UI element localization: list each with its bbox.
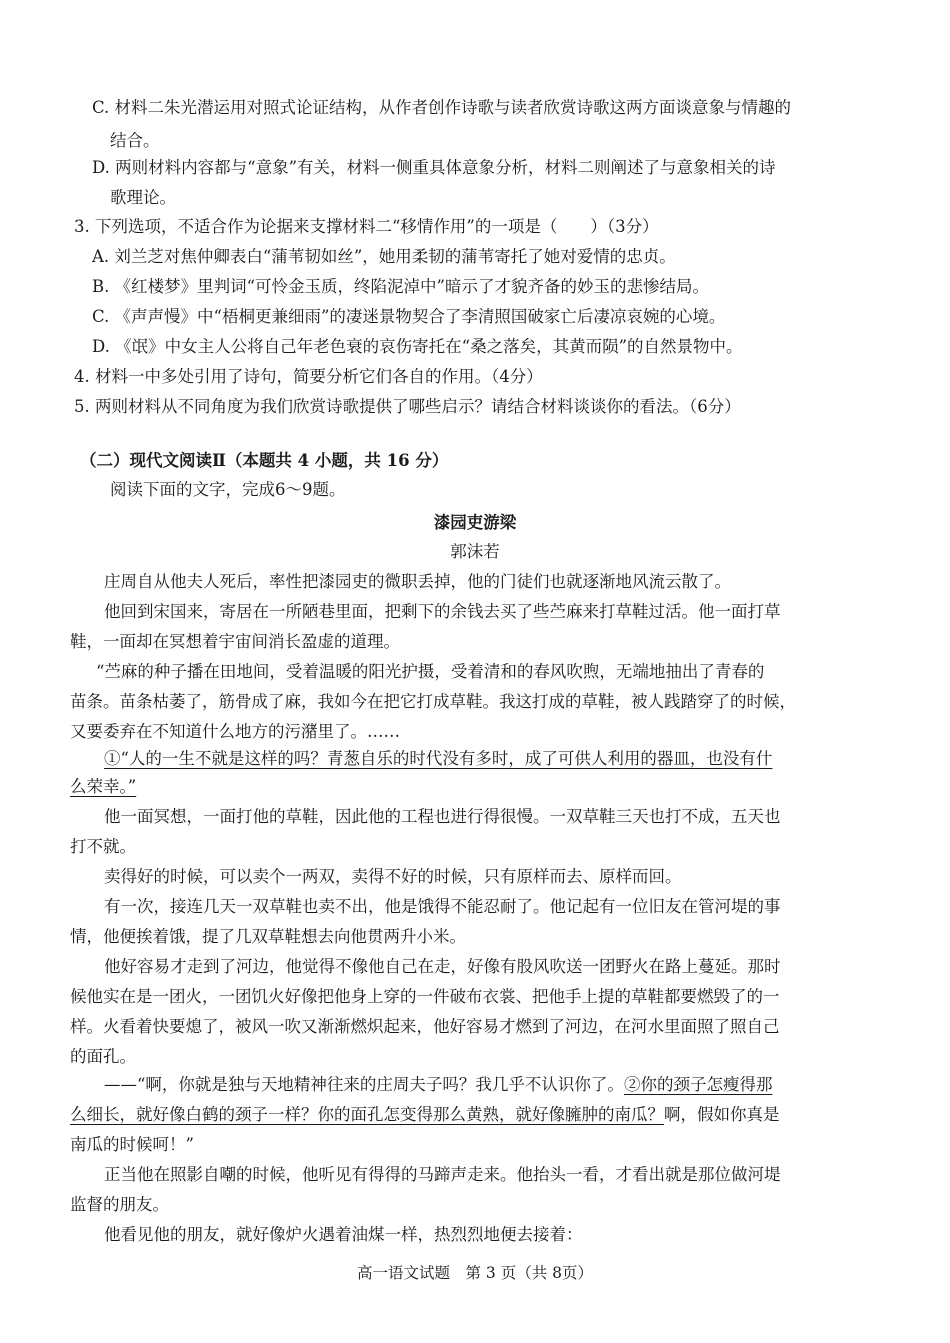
passage-paragraph: 庄周自从他夫人死后，率性把漆园吏的微职丢掉，他的门徒们也就逐渐地风流云散了。	[104, 572, 731, 591]
passage-paragraph-cont: 候他实在是一团火，一团饥火好像把他身上穿的一件破布衣裳、把他手上提的草鞋都要燃毁了的一	[70, 987, 780, 1006]
dialogue-line-cont: 南瓜的时候呵！”	[70, 1135, 194, 1154]
passage-paragraph: 他看见他的朋友，就好像炉火遇着油煤一样，热烈烈地便去接着：	[104, 1225, 583, 1244]
passage-paragraph-cont: 情，他便挨着饿，提了几双草鞋想去向他贯两升小米。	[70, 927, 466, 946]
q3-option-b: B. 《红楼梦》里判词“可怜金玉质，终陷泥淖中”暗示了才貌齐备的妙玉的悲惨结局。	[92, 277, 709, 296]
question-3: 3. 下列选项，不适合作为论据来支撑材料二“移情作用”的一项是（ ）（3分）	[74, 217, 659, 236]
page-footer: 高一语文试题 第 3 页（共 8页）	[356, 1264, 593, 1282]
q3-option-a: A. 刘兰芝对焦仲卿表白“蒲苇韧如丝”，她用柔韧的蒲苇寄托了她对爱情的忠贞。	[92, 247, 676, 266]
passage-paragraph: 他好容易才走到了河边，他觉得不像他自己在走，好像有股风吹送一团野火在路上蔓延。那时	[104, 957, 781, 976]
underlined-sentence-1-cont: 么荣幸。”	[70, 777, 137, 796]
reading-instruction: 阅读下面的文字，完成6～9题。	[110, 480, 346, 499]
passage-paragraph-cont: 样。火看着快要熄了，被风一吹又渐渐燃炽起来，他好容易才燃到了河边，在河水里面照了照自己	[70, 1017, 780, 1036]
passage-paragraph: “苎麻的种子播在田地间，受着温暖的阳光护摄，受着清和的春风吹煦，无端地抽出了青春的	[96, 662, 765, 681]
q3-option-d: D. 《氓》中女主人公将自己年老色衰的哀伤寄托在“桑之落矣，其黄而陨”的自然景物中。	[92, 337, 743, 356]
option-d-text: D. 两则材料内容都与“意象”有关，材料一侧重具体意象分析，材料二则阐述了与意象相关的诗	[92, 158, 776, 177]
passage-paragraph: 他一面冥想，一面打他的草鞋，因此他的工程也进行得很慢。一双草鞋三天也打不成，五天也	[104, 807, 781, 826]
passage-title: 漆园吏游梁	[433, 513, 517, 532]
option-c-text: C. 材料二朱光潜运用对照式论证结构，从作者创作诗歌与读者欣赏诗歌这两方面谈意象与情趣的	[92, 98, 792, 117]
dialogue-plain: 啊，假如你真是	[664, 1105, 780, 1124]
dialogue-line	[104, 1074, 772, 1096]
passage-paragraph: 正当他在照影自嘲的时候，他听见有得得的马蹄声走来。他抬头一看，才看出就是那位做河堤	[104, 1165, 781, 1184]
underlined-sentence-1: ①“人的一生不就是这样的吗？青葱自乐的时代没有多时，成了可供人利用的器皿，也没有什	[104, 749, 773, 768]
option-d-text-cont: 歌理论。	[110, 188, 176, 207]
dialogue-line-cont	[70, 1104, 780, 1126]
question-4: 4. 材料一中多处引用了诗句，简要分析它们各自的作用。（4分）	[74, 367, 543, 386]
underlined-sentence-2: ②你的颈子怎瘦得那	[623, 1075, 773, 1094]
passage-paragraph: 有一次，接连几天一双草鞋也卖不出，他是饿得不能忍耐了。他记起有一位旧友在管河堤的事	[104, 897, 781, 916]
q3-option-c: C. 《声声慢》中“梧桐更兼细雨”的凄迷景物契合了李清照国破家亡后凄凉哀婉的心境。	[92, 307, 726, 326]
passage-paragraph-cont: 又要委弃在不知道什么地方的污潴里了。……	[70, 722, 400, 741]
passage-paragraph-cont: 打不就。	[70, 837, 136, 856]
question-5: 5. 两则材料从不同角度为我们欣赏诗歌提供了哪些启示？请结合材料谈谈你的看法。（6分）	[74, 397, 741, 416]
underlined-sentence-2-cont: 么细长，就好像白鹤的颈子一样？你的面孔怎变得那么黄熟，就好像臃肿的南瓜？	[70, 1105, 664, 1124]
passage-paragraph-cont: 监督的朋友。	[70, 1195, 169, 1214]
dialogue-plain: ——“啊，你就是独与天地精神往来的庄周夫子吗？我几乎不认识你了。	[104, 1075, 624, 1094]
passage-paragraph: 他回到宋国来，寄居在一所陋巷里面，把剩下的余钱去买了些苎麻来打草鞋过活。他一面打草	[104, 602, 781, 621]
section-heading: （二）现代文阅读Ⅱ（本题共 4 小题，共 16 分）	[80, 451, 449, 470]
passage-paragraph-cont: 的面孔。	[70, 1047, 136, 1066]
passage-paragraph-cont: 鞋，一面却在冥想着宇宙间消长盈虚的道理。	[70, 632, 400, 651]
passage-author: 郭沫若	[450, 542, 500, 561]
option-c-text-cont: 结合。	[110, 131, 160, 150]
passage-paragraph-cont: 苗条。苗条枯萎了，筋骨成了麻，我如今在把它打成草鞋。我这打成的草鞋，被人践踏穿了的时候，	[70, 692, 796, 711]
passage-paragraph: 卖得好的时候，可以卖个一两双，卖得不好的时候，只有原样而去、原样而回。	[104, 867, 682, 886]
